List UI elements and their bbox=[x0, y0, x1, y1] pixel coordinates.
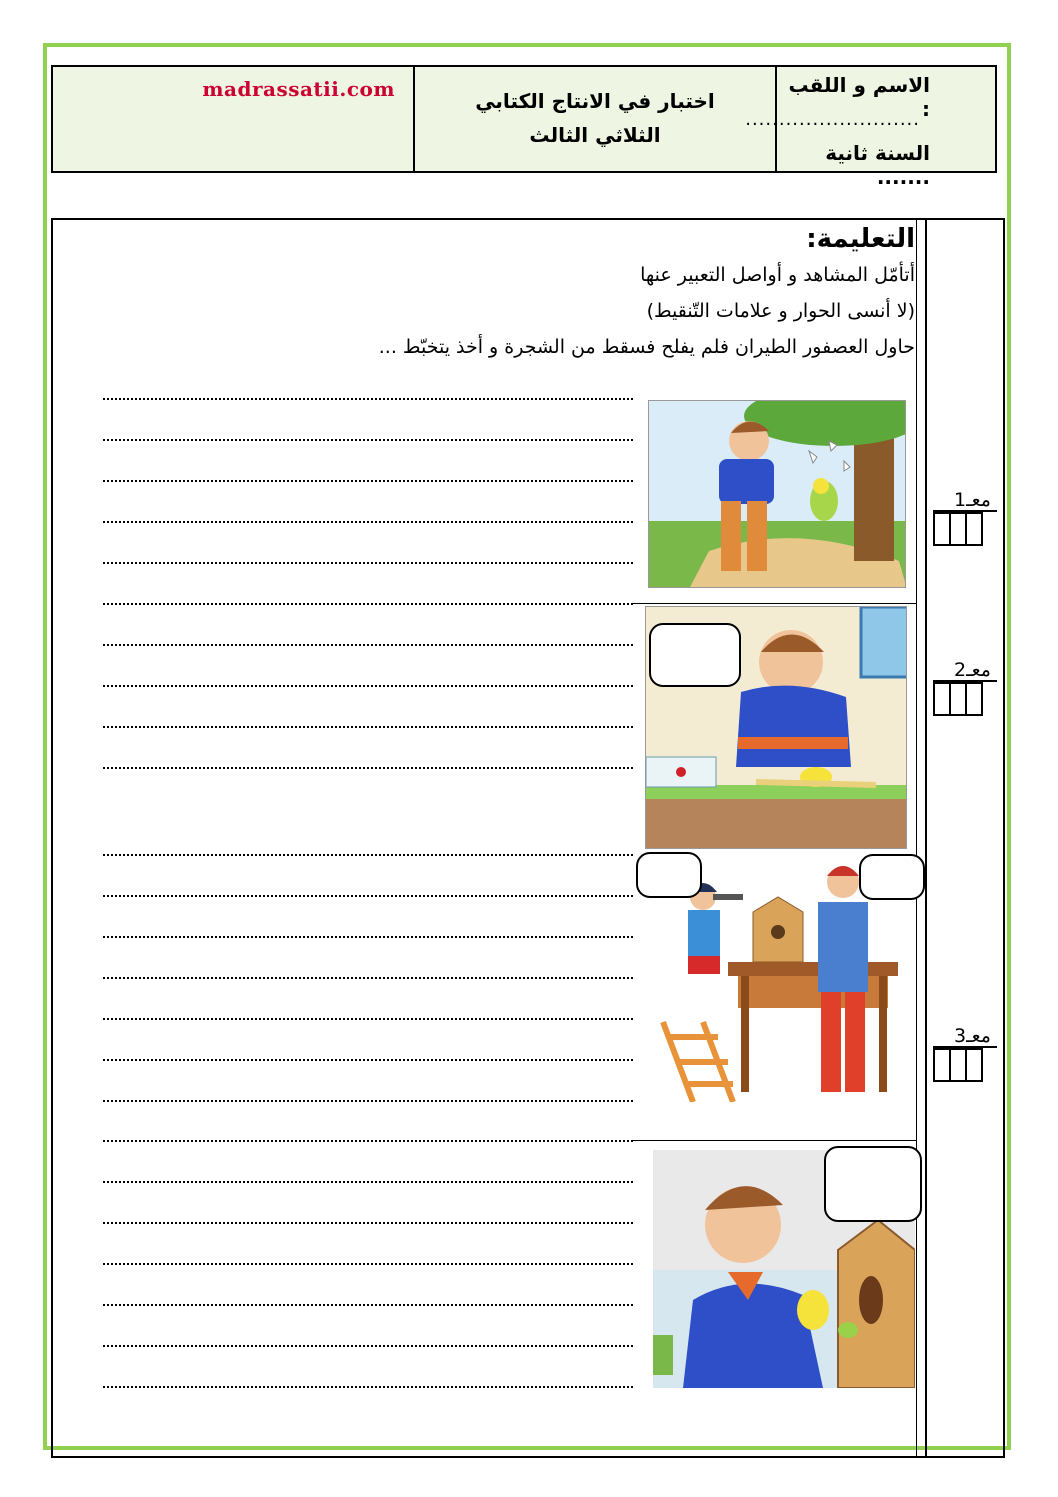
header-site-cell bbox=[53, 67, 415, 171]
writing-line[interactable] bbox=[103, 480, 633, 482]
writing-line[interactable] bbox=[103, 1345, 633, 1347]
writing-line[interactable] bbox=[103, 1059, 633, 1061]
year-label: السنة ثانية ....... bbox=[825, 141, 930, 189]
speech-bubble[interactable] bbox=[649, 623, 741, 687]
instruction-line-2: (لا أنسى الحوار و علامات التّنقيط) bbox=[646, 300, 915, 322]
scene-column-divider bbox=[916, 220, 917, 1456]
instruction-line-1: أتأمّل المشاهد و أواصل التعبير عنها bbox=[640, 264, 915, 286]
score-box-3[interactable] bbox=[933, 1026, 997, 1082]
scene-separator bbox=[633, 603, 916, 604]
header-table bbox=[51, 65, 997, 189]
grade-cells[interactable] bbox=[933, 1048, 997, 1082]
writing-line[interactable] bbox=[103, 1181, 633, 1183]
writing-line[interactable] bbox=[103, 1100, 633, 1102]
scene-separator bbox=[633, 1140, 916, 1141]
writing-line[interactable] bbox=[103, 644, 633, 646]
grade-cells[interactable] bbox=[933, 512, 997, 546]
writing-line[interactable] bbox=[103, 1222, 633, 1224]
story-start: حاول العصفور الطيران فلم يفلح فسقط من الشجرة و أخذ يتخبّط ... bbox=[378, 336, 915, 358]
scene-1-drawing bbox=[649, 401, 906, 588]
criterion-label: معـ2 bbox=[933, 660, 997, 682]
writing-line[interactable] bbox=[103, 603, 633, 605]
header-title-cell bbox=[415, 67, 777, 171]
criterion-label: معـ1 bbox=[933, 490, 997, 512]
boy-finds-fallen-bird-illustration bbox=[648, 400, 906, 588]
writing-line[interactable] bbox=[103, 767, 633, 769]
writing-line[interactable] bbox=[103, 1304, 633, 1306]
site-logo: madrassatii.com bbox=[202, 77, 395, 101]
writing-line[interactable] bbox=[103, 936, 633, 938]
grade-cells[interactable] bbox=[933, 682, 997, 716]
score-box-2[interactable] bbox=[933, 660, 997, 716]
writing-line[interactable] bbox=[103, 685, 633, 687]
instruction-heading: التعليمة: bbox=[806, 224, 915, 254]
score-box-1[interactable] bbox=[933, 490, 997, 546]
exam-title: اختبار في الانتاج الكتابي bbox=[475, 89, 715, 113]
writing-line[interactable] bbox=[103, 521, 633, 523]
writing-line[interactable] bbox=[103, 1140, 633, 1142]
speech-bubble[interactable] bbox=[636, 852, 702, 898]
writing-line[interactable] bbox=[103, 398, 633, 400]
writing-line[interactable] bbox=[103, 854, 633, 856]
score-column-divider bbox=[925, 220, 927, 1456]
exam-term: الثلاثي الثالث bbox=[529, 123, 661, 147]
writing-line[interactable] bbox=[103, 562, 633, 564]
writing-line[interactable] bbox=[103, 726, 633, 728]
writing-line[interactable] bbox=[103, 1263, 633, 1265]
speech-bubble[interactable] bbox=[824, 1146, 922, 1222]
header-student-cell bbox=[745, 67, 995, 189]
writing-line[interactable] bbox=[103, 895, 633, 897]
writing-line[interactable] bbox=[103, 1018, 633, 1020]
writing-line[interactable] bbox=[103, 1386, 633, 1388]
name-blank: .......................... bbox=[745, 109, 920, 130]
exercise-area bbox=[51, 218, 1005, 1458]
criterion-label: معـ3 bbox=[933, 1026, 997, 1048]
speech-bubble[interactable] bbox=[859, 854, 925, 900]
writing-line[interactable] bbox=[103, 977, 633, 979]
name-label: الاسم و اللقب : bbox=[788, 73, 930, 121]
writing-line[interactable] bbox=[103, 439, 633, 441]
